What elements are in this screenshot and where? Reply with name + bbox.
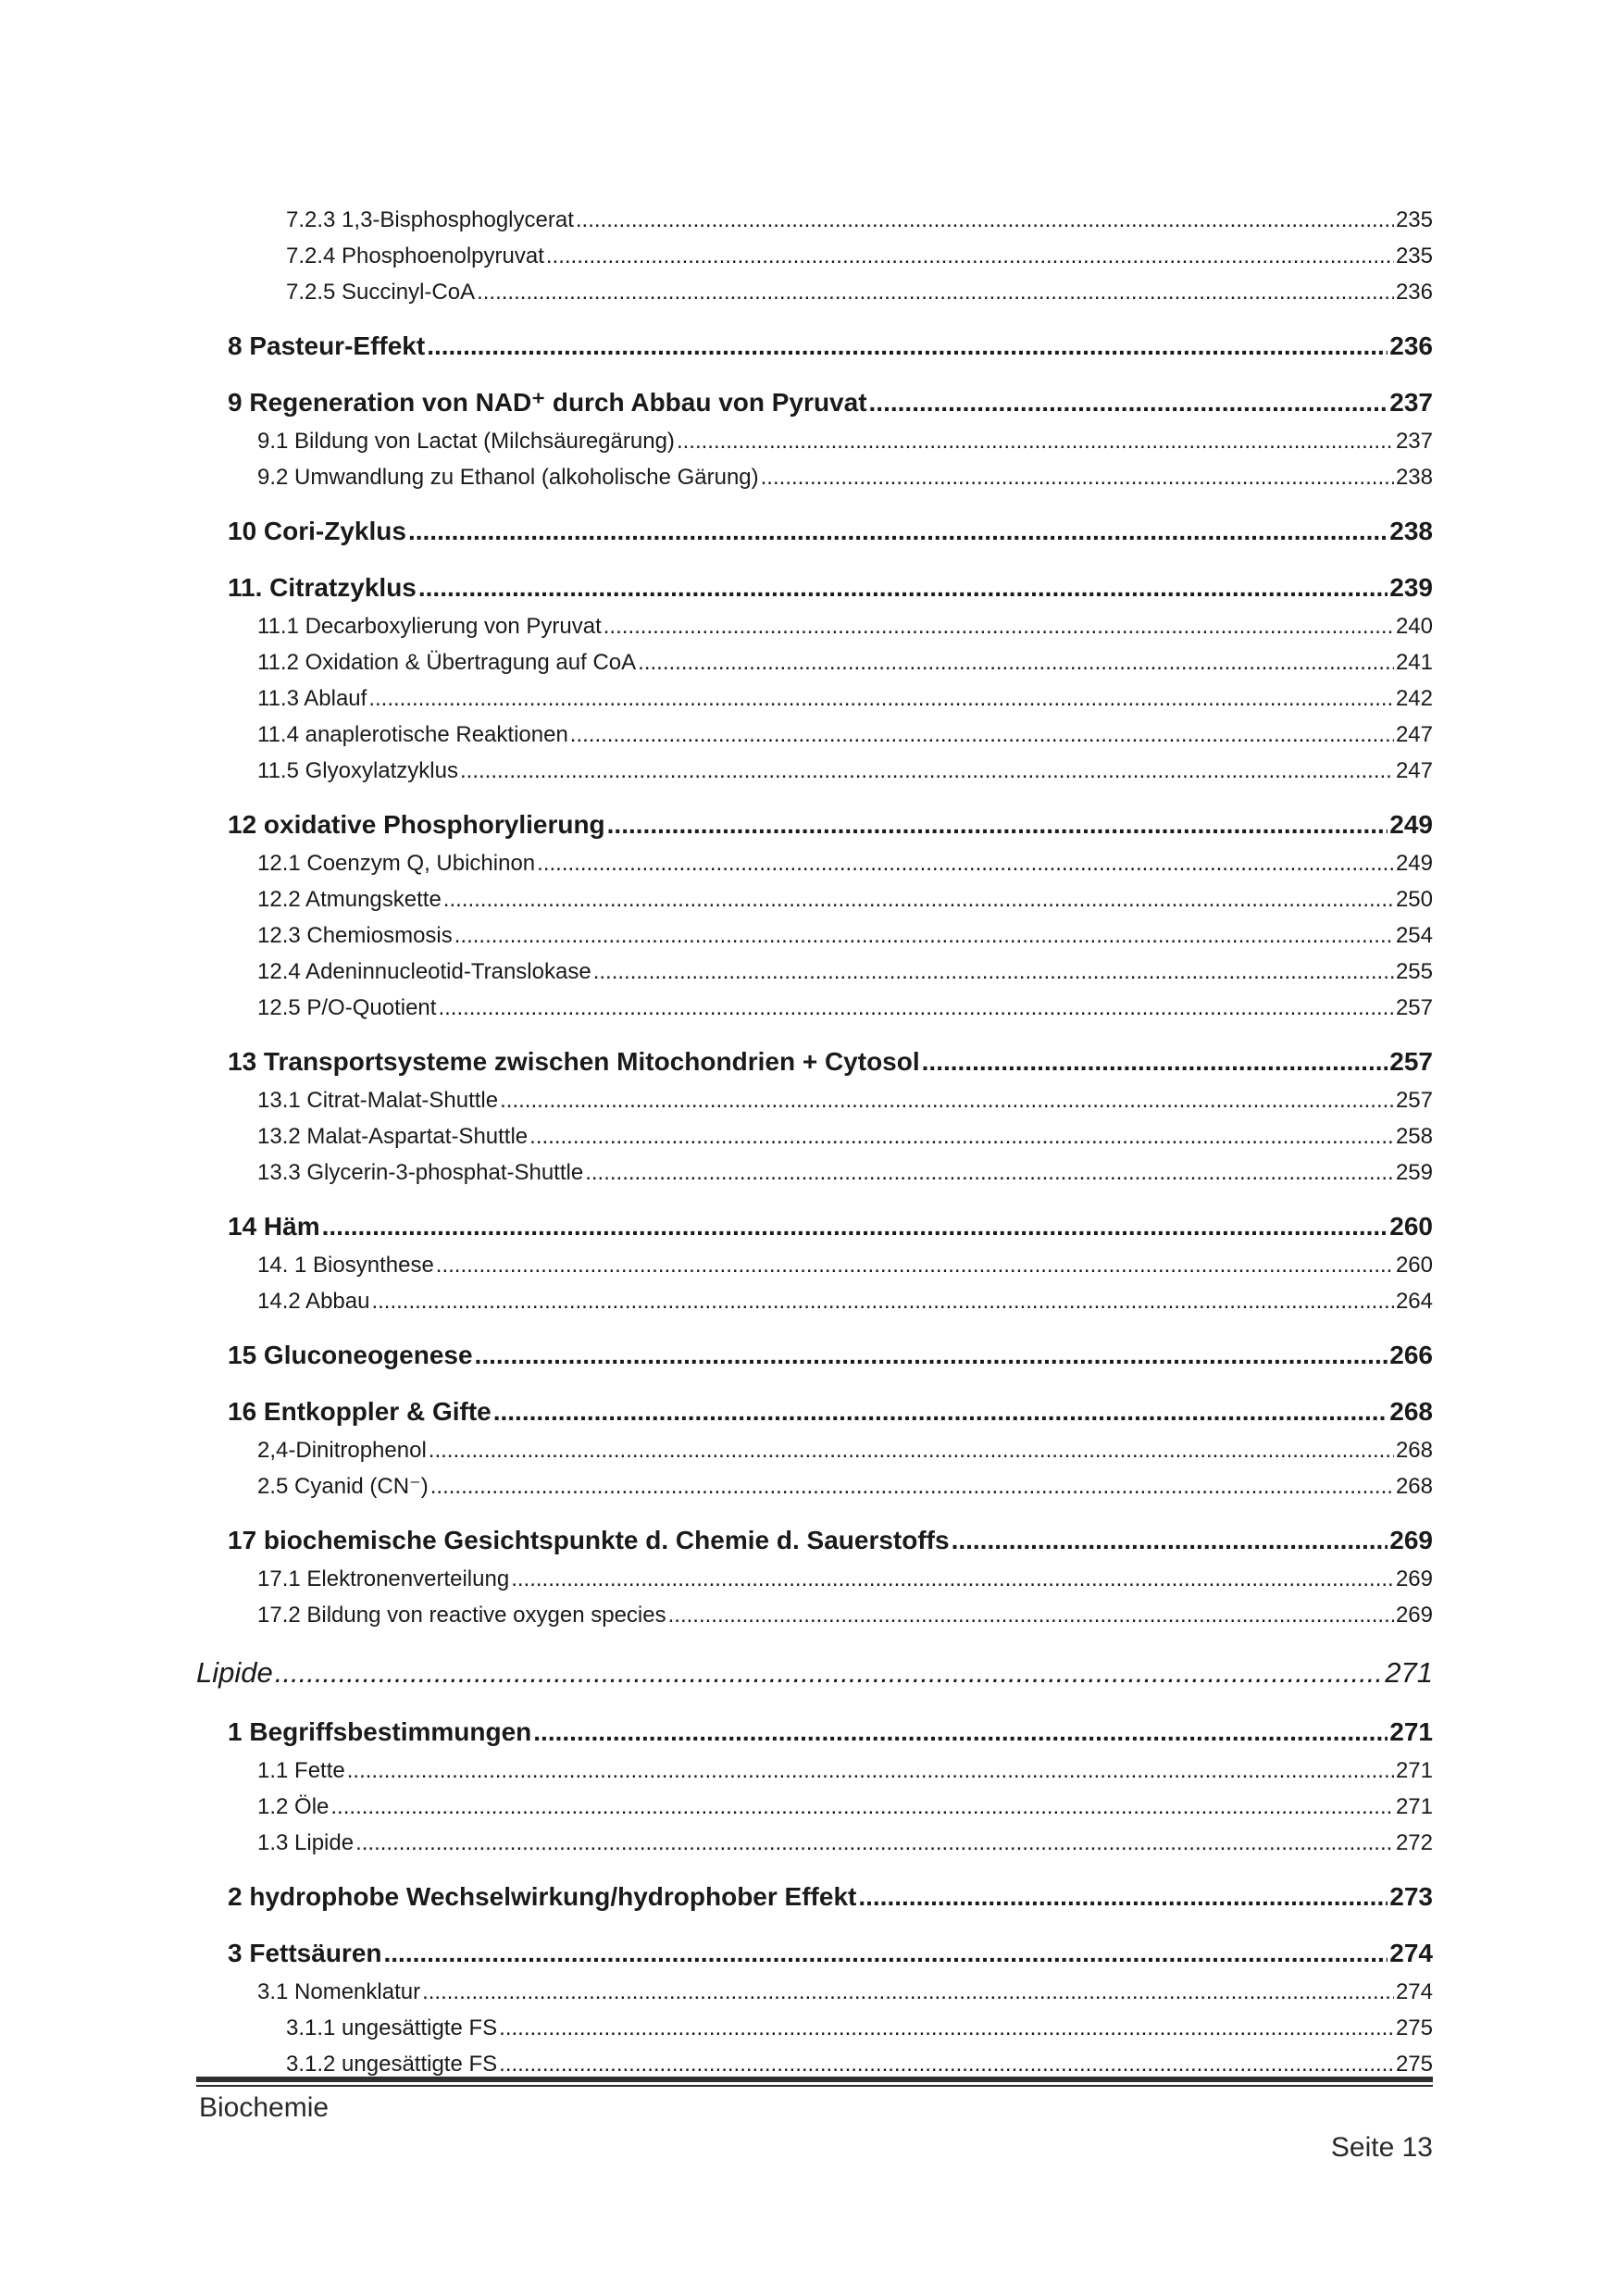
toc-entry-page: 268	[1389, 1397, 1433, 1426]
toc-entry-page: 258	[1395, 1124, 1433, 1149]
toc-section-entry[interactable]	[196, 1753, 1433, 1789]
toc-entry-title: 2 hydrophobe Wechselwirkung/hydrophober Effekt	[228, 1882, 857, 1911]
toc-entry-page: 241	[1395, 650, 1433, 675]
toc-entry-title: 9.1 Bildung von Lactat (Milchsäuregärung)	[257, 429, 675, 454]
toc-entry-page: 237	[1389, 388, 1433, 417]
toc-entry-title: 12.5 P/O-Quotient	[257, 995, 437, 1020]
toc-entry-page: 273	[1389, 1882, 1433, 1911]
toc-dot-leader	[537, 845, 1394, 881]
toc-entry-page: 271	[1395, 1758, 1433, 1783]
toc-entry-title: 11. Citratzyklus	[228, 573, 417, 602]
toc-entry-page: 272	[1395, 1830, 1433, 1855]
toc-section-entry[interactable]	[196, 1432, 1433, 1468]
toc-entry-title: 17 biochemische Gesichtspunkte d. Chemie d. Sauerstoffs	[228, 1526, 950, 1554]
toc-entry-title: 3 Fettsäuren	[228, 1939, 382, 1967]
toc-dot-leader	[475, 1334, 1388, 1376]
toc-dot-leader	[511, 1561, 1394, 1597]
toc-entry-page: 255	[1395, 959, 1433, 984]
toc-dot-leader	[869, 381, 1388, 423]
toc-chapter-entry[interactable]	[196, 510, 1433, 552]
toc-chapter-entry[interactable]	[196, 1932, 1433, 1974]
toc-entry-title: 3.1.2 ungesättigte FS	[286, 2052, 498, 2077]
toc-entry-page: 247	[1395, 722, 1433, 747]
toc-entry-title: 16 Entkoppler & Gifte	[228, 1397, 492, 1426]
toc-entry-page: 268	[1395, 1474, 1433, 1499]
toc-dot-leader	[477, 274, 1394, 310]
toc-entry-title: 7.2.5 Succinyl-CoA	[286, 280, 476, 305]
toc-entry-title: 13.1 Citrat-Malat-Shuttle	[257, 1088, 499, 1113]
toc-dot-leader	[493, 1391, 1388, 1432]
toc-entry-title: 12 oxidative Phosphorylierung	[228, 810, 605, 839]
toc-dot-leader	[761, 459, 1394, 495]
toc-entry-title: 11.3 Ablauf	[257, 686, 367, 711]
toc-chapter-entry[interactable]	[196, 804, 1433, 845]
toc-chapter-entry[interactable]	[196, 381, 1433, 423]
toc-entry-title: Lipide	[196, 1656, 273, 1689]
toc-dot-leader	[430, 1468, 1394, 1504]
toc-dot-leader	[570, 717, 1394, 753]
toc-section-entry[interactable]	[196, 1247, 1433, 1283]
page-number: Seite 13	[1330, 2132, 1433, 2163]
toc-section-entry[interactable]	[196, 917, 1433, 954]
toc-dot-leader	[408, 510, 1388, 552]
toc-entry-page: 275	[1395, 2015, 1433, 2040]
toc-section-entry[interactable]	[196, 1283, 1433, 1319]
toc-entry-title: 7.2.3 1,3-Bisphosphoglycerat	[286, 207, 574, 232]
toc-section-entry[interactable]	[196, 1154, 1433, 1191]
toc-section-entry[interactable]	[196, 717, 1433, 753]
toc-entry-page: 271	[1385, 1656, 1433, 1689]
toc-section-entry[interactable]	[196, 459, 1433, 495]
toc-entry-page: 235	[1395, 243, 1433, 268]
toc-entry-title: 11.1 Decarboxylierung von Pyruvat	[257, 614, 602, 639]
toc-entry-title: 1.2 Öle	[257, 1794, 330, 1819]
toc-entry-page: 239	[1389, 573, 1433, 602]
toc-entry-page: 236	[1395, 280, 1433, 305]
toc-entry-title: 10 Cori-Zyklus	[228, 517, 406, 545]
toc-section-entry[interactable]	[196, 954, 1433, 990]
toc-entry-page: 250	[1395, 887, 1433, 912]
toc-chapter-entry[interactable]	[196, 325, 1433, 367]
toc-section-entry[interactable]	[196, 1082, 1433, 1118]
toc-dot-leader	[384, 1932, 1388, 1974]
toc-entry-page: 257	[1389, 1047, 1433, 1076]
toc-entry-title: 12.4 Adeninnucleotid-Translokase	[257, 959, 591, 984]
toc-entry-title: 9.2 Umwandlung zu Ethanol (alkoholische Gärung)	[257, 465, 759, 490]
toc-entry-page: 269	[1395, 1566, 1433, 1591]
toc-entry-title: 3.1 Nomenklatur	[257, 1979, 421, 2004]
toc-dot-leader	[499, 2010, 1394, 2046]
toc-section-entry[interactable]	[196, 1468, 1433, 1504]
toc-dot-leader	[418, 567, 1388, 608]
toc-dot-leader	[677, 423, 1394, 459]
toc-entry-title: 13.2 Malat-Aspartat-Shuttle	[257, 1124, 529, 1149]
toc-entry-title: 12.3 Chemiosmosis	[257, 923, 453, 948]
toc-entry-title: 2,4-Dinitrophenol	[257, 1438, 427, 1463]
toc-dot-leader	[438, 990, 1394, 1026]
toc-entry-title: 15 Gluconeogenese	[228, 1341, 473, 1369]
toc-entry-title: 1 Begriffsbestimmungen	[228, 1717, 532, 1746]
toc-entry-page: 271	[1395, 1794, 1433, 1819]
toc-dot-leader	[443, 881, 1394, 917]
toc-entry-page: 257	[1395, 1088, 1433, 1113]
toc-section-entry[interactable]	[196, 644, 1433, 680]
toc-dot-leader	[546, 238, 1394, 274]
toc-entry-page: 269	[1389, 1526, 1433, 1554]
toc-entry-title: 14.2 Abbau	[257, 1289, 370, 1314]
toc-entry-page: 254	[1395, 923, 1433, 948]
footer-title: Biochemie	[199, 2092, 330, 2123]
toc-section-entry[interactable]	[196, 1974, 1433, 2010]
toc-entry-title: 17.1 Elektronenverteilung	[257, 1566, 510, 1591]
toc-section-entry[interactable]	[196, 1789, 1433, 1825]
toc-chapter-entry[interactable]	[196, 1041, 1433, 1082]
toc-entry-page: 274	[1395, 1979, 1433, 2004]
toc-chapter-entry[interactable]	[196, 1205, 1433, 1247]
toc-entry-title: 1.3 Lipide	[257, 1830, 355, 1855]
toc-dot-leader	[607, 804, 1388, 845]
toc-dot-leader	[422, 1974, 1394, 2010]
toc-entry-title: 9 Regeneration von NAD⁺ durch Abbau von Pyruvat	[228, 388, 867, 417]
toc-dot-leader	[952, 1519, 1388, 1561]
toc-entry-title: 11.4 anaplerotische Reaktionen	[257, 722, 568, 747]
toc-entry-title: 17.2 Bildung von reactive oxygen species	[257, 1603, 666, 1628]
table-of-contents	[196, 202, 1433, 2082]
toc-chapter-entry[interactable]	[196, 567, 1433, 608]
toc-entry-title: 1.1 Fette	[257, 1758, 345, 1783]
toc-entry-title: 3.1.1 ungesättigte FS	[286, 2015, 498, 2040]
toc-chapter-entry[interactable]	[196, 1519, 1433, 1561]
toc-entry-page: 249	[1395, 851, 1433, 876]
footer-divider-thin	[196, 2085, 1433, 2087]
toc-dot-leader	[922, 1041, 1388, 1082]
toc-section-entry[interactable]	[196, 1597, 1433, 1633]
toc-dot-leader	[275, 1650, 1384, 1696]
toc-entry-page: 264	[1395, 1289, 1433, 1314]
toc-entry-title: 11.2 Oxidation & Übertragung auf CoA	[257, 650, 637, 675]
toc-entry-page: 236	[1389, 331, 1433, 360]
toc-entry-page: 268	[1395, 1438, 1433, 1463]
toc-section-entry[interactable]	[196, 274, 1433, 310]
toc-section-entry[interactable]	[196, 202, 1433, 238]
toc-entry-page: 242	[1395, 686, 1433, 711]
toc-entry-page: 238	[1389, 517, 1433, 545]
toc-entry-title: 13 Transportsysteme zwischen Mitochondrien + Cytosol	[228, 1047, 920, 1076]
toc-section-entry[interactable]	[196, 881, 1433, 917]
toc-dot-leader	[593, 954, 1394, 990]
toc-entry-page: 238	[1395, 465, 1433, 490]
toc-entry-page: 249	[1389, 810, 1433, 839]
toc-dot-leader	[858, 1876, 1388, 1917]
toc-section-entry[interactable]	[196, 1118, 1433, 1154]
toc-section-entry[interactable]	[196, 680, 1433, 717]
toc-section-entry[interactable]	[196, 753, 1433, 789]
toc-dot-leader	[347, 1753, 1394, 1789]
toc-dot-leader	[460, 753, 1394, 789]
toc-dot-leader	[427, 325, 1388, 367]
toc-entry-title: 2.5 Cyanid (CN⁻)	[257, 1474, 429, 1499]
toc-entry-page: 247	[1395, 758, 1433, 783]
toc-section-entry[interactable]	[196, 1825, 1433, 1861]
toc-chapter-entry[interactable]	[196, 1711, 1433, 1753]
toc-entry-title: 14 Häm	[228, 1212, 320, 1241]
toc-dot-leader	[500, 1082, 1394, 1118]
toc-entry-title: 12.2 Atmungskette	[257, 887, 442, 912]
toc-entry-title: 12.1 Coenzym Q, Ubichinon	[257, 851, 536, 876]
toc-dot-leader	[668, 1597, 1394, 1633]
toc-dot-leader	[355, 1825, 1394, 1861]
toc-dot-leader	[604, 608, 1394, 644]
toc-entry-page: 271	[1389, 1717, 1433, 1746]
toc-chapter-entry[interactable]	[196, 1876, 1433, 1917]
toc-entry-page: 259	[1395, 1160, 1433, 1185]
toc-entry-title: 11.5 Glyoxylatzyklus	[257, 758, 458, 783]
toc-section-entry[interactable]	[196, 423, 1433, 459]
toc-section-entry[interactable]	[196, 2010, 1433, 2046]
toc-dot-leader	[371, 1283, 1394, 1319]
toc-entry-page: 257	[1395, 995, 1433, 1020]
footer-divider-thick	[196, 2077, 1433, 2082]
toc-dot-leader	[429, 1432, 1394, 1468]
toc-entry-page: 260	[1389, 1212, 1433, 1241]
toc-section-entry[interactable]	[196, 845, 1433, 881]
toc-section-entry[interactable]	[196, 990, 1433, 1026]
toc-entry-title: 8 Pasteur-Effekt	[228, 331, 426, 360]
toc-section-entry[interactable]	[196, 1561, 1433, 1597]
toc-dot-leader	[638, 644, 1394, 680]
toc-entry-title: 7.2.4 Phosphoenolpyruvat	[286, 243, 544, 268]
toc-entry-page: 274	[1389, 1939, 1433, 1967]
toc-entry-page: 237	[1395, 429, 1433, 454]
toc-section-entry[interactable]	[196, 238, 1433, 274]
toc-chapter-entry[interactable]	[196, 1391, 1433, 1432]
toc-entry-title: 14. 1 Biosynthese	[257, 1253, 434, 1278]
toc-dot-leader	[585, 1154, 1394, 1191]
toc-entry-title: 13.3 Glycerin-3-phosphat-Shuttle	[257, 1160, 584, 1185]
toc-entry-page: 240	[1395, 614, 1433, 639]
toc-dot-leader	[529, 1118, 1394, 1154]
toc-dot-leader	[533, 1711, 1388, 1753]
toc-dot-leader	[368, 680, 1394, 717]
toc-dot-leader	[576, 202, 1394, 238]
toc-entry-page: 275	[1395, 2052, 1433, 2077]
footer-divider	[196, 2077, 1433, 2087]
toc-entry-page: 235	[1395, 207, 1433, 232]
toc-chapter-entry[interactable]	[196, 1334, 1433, 1376]
toc-entry-page: 269	[1395, 1603, 1433, 1628]
toc-entry-page: 260	[1395, 1253, 1433, 1278]
toc-part-heading[interactable]	[196, 1650, 1433, 1696]
toc-dot-leader	[436, 1247, 1394, 1283]
toc-dot-leader	[454, 917, 1394, 954]
toc-section-entry[interactable]	[196, 608, 1433, 644]
toc-entry-page: 266	[1389, 1341, 1433, 1369]
toc-dot-leader	[330, 1789, 1394, 1825]
toc-dot-leader	[322, 1205, 1388, 1247]
